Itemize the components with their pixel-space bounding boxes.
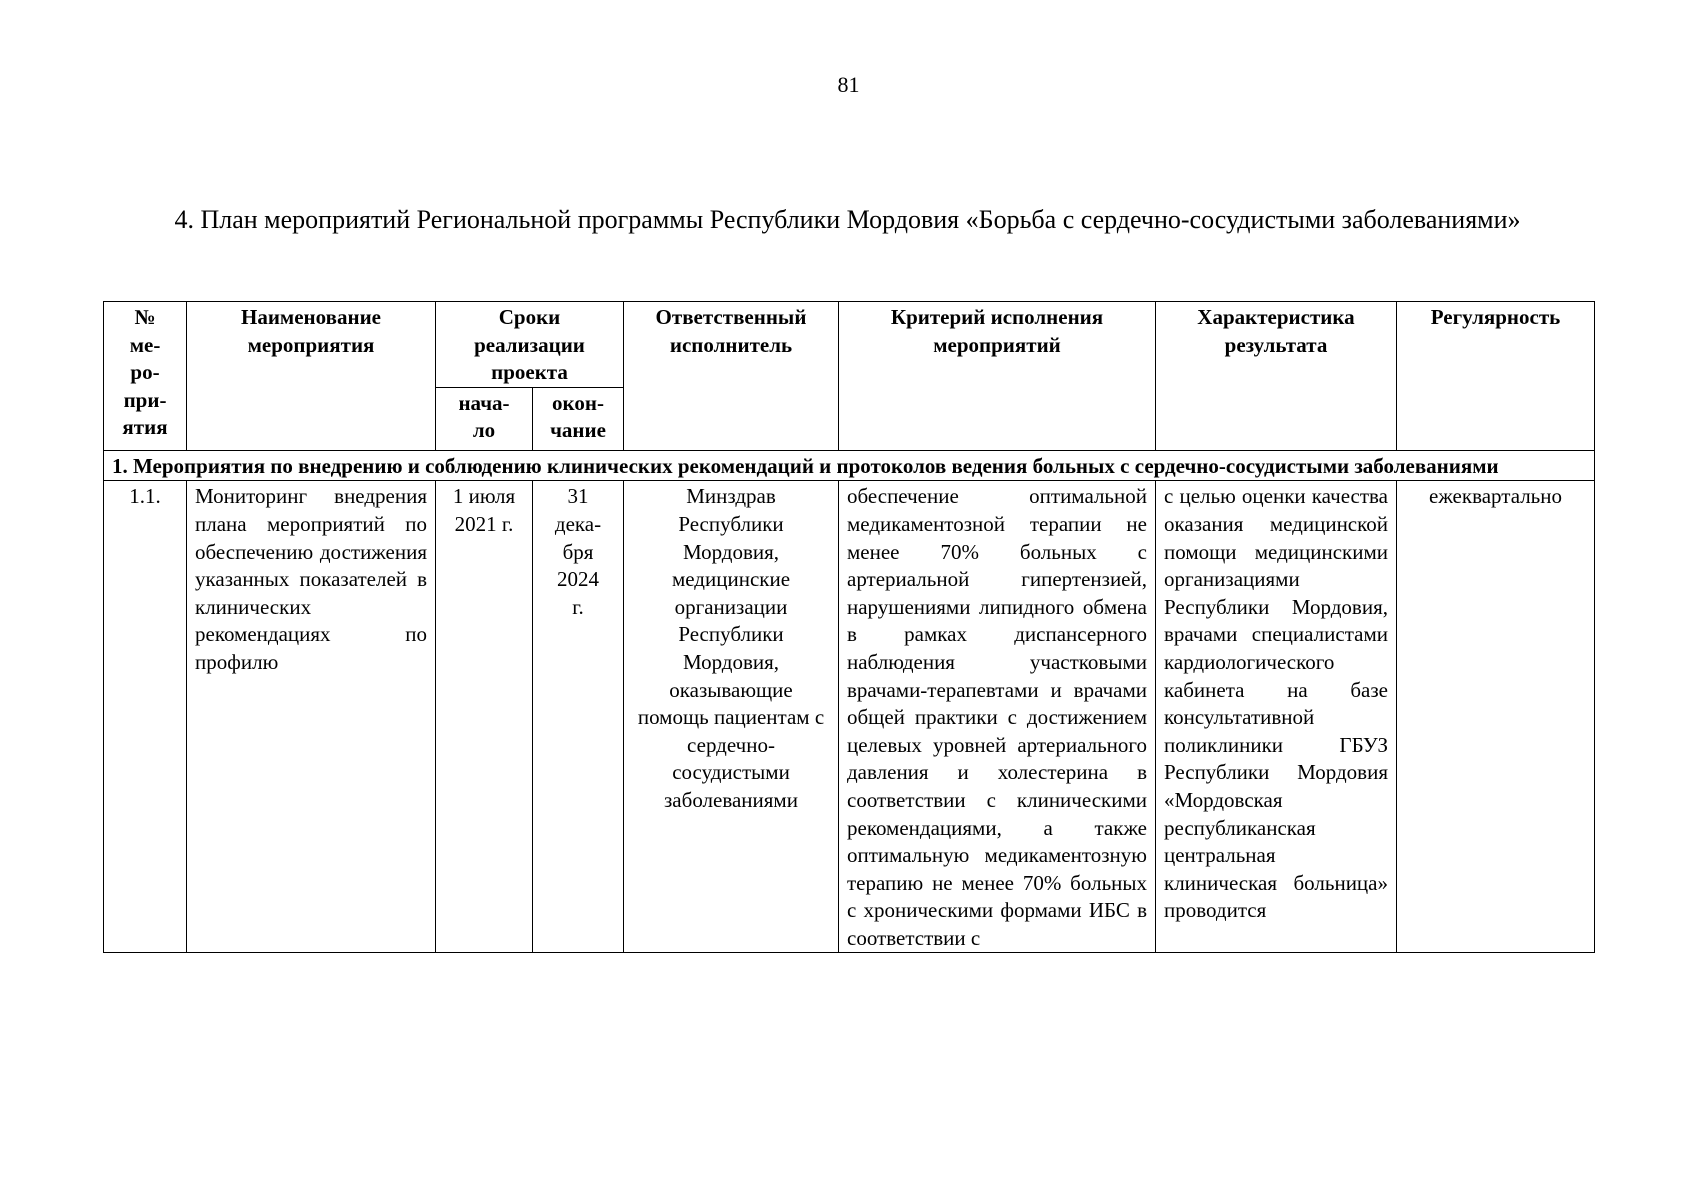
row-executor: Минздрав Республики Мордовия, медицинские организации Республики Мордовия, оказывающие помощь пациентам с сердечно-сосудистыми заболеваниями	[624, 481, 839, 953]
table-header-row	[104, 302, 1595, 388]
header-executor: Ответственный исполнитель	[624, 302, 839, 451]
row-criterion: обеспечение оптимальной медикаментозной терапии не менее 70% больных с артериальной гипертензией, нарушениями липидного обмена в рамках диспансерного наблюдения участковыми врачами-терапевтами и врачами общей практики с достижением целевых уровней артериального давления и холестерина в соответствии с клиническими рекомендациями, а также оптимальную медикаментозную терапию не менее 70% больных с хроническими формами ИБС в соответствии с	[839, 481, 1156, 953]
row-end-date: 31 дека- бря 2024 г.	[533, 481, 624, 953]
section-heading: 1. Мероприятия по внедрению и соблюдению клинических рекомендаций и протоколов ведения больных с сердечно-сосудистыми заболеваниями	[104, 450, 1595, 481]
row-regularity: ежеквартально	[1397, 481, 1595, 953]
document-title: 4. План мероприятий Региональной программы Республики Мордовия «Борьба с сердечно-сосудистыми заболеваниями»	[174, 205, 1521, 234]
header-end: окон- чание	[533, 387, 624, 450]
header-activity-name: Наименование мероприятия	[187, 302, 436, 451]
header-result: Характеристика результата	[1156, 302, 1397, 451]
row-number: 1.1.	[104, 481, 187, 953]
header-criterion: Критерий исполнения мероприятий	[839, 302, 1156, 451]
activity-plan-table	[103, 301, 1595, 953]
row-activity-name: Мониторинг внедрения плана мероприятий по обеспечению достижения указанных показателей в клинических рекомендациях по профилю	[187, 481, 436, 953]
header-regularity: Регулярность	[1397, 302, 1595, 451]
table-row	[104, 481, 1595, 953]
header-number: № ме- ро- при- ятия	[104, 302, 187, 451]
page-number: 81	[837, 72, 860, 97]
row-start-date: 1 июля 2021 г.	[436, 481, 533, 953]
row-result: с целью оценки качества оказания медицинской помощи медицинскими организациями Республики Мордовия, врачами специалистами кардиологического кабинета на базе консультативной поликлиники ГБУЗ Республики Мордовия «Мордовская республиканская центральная клиническая больница» проводится	[1156, 481, 1397, 953]
header-terms: Сроки реализации проекта	[436, 302, 624, 388]
header-start: нача- ло	[436, 387, 533, 450]
section-heading-row	[104, 450, 1595, 481]
